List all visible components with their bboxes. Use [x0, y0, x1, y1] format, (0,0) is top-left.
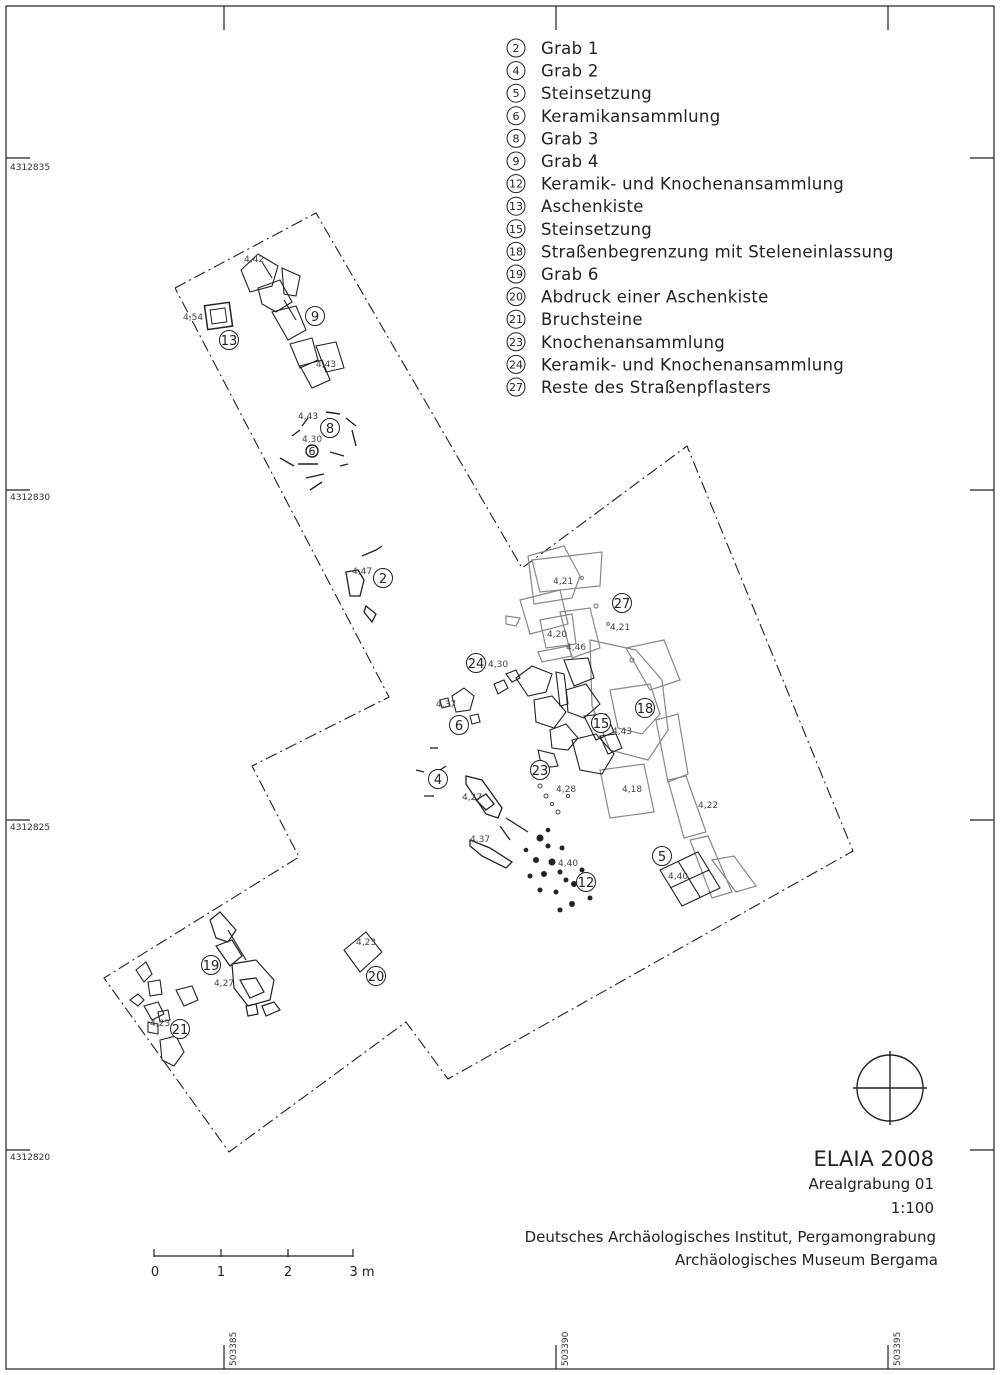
plan-feature-21 [171, 1020, 190, 1039]
legend-label: Steinsetzung [541, 84, 653, 104]
elevation-label: 4,43 [612, 727, 633, 737]
legend-label: Keramikansammlung [541, 106, 721, 126]
elevation-label: 4,43 [316, 360, 337, 370]
svg-text:23: 23 [531, 764, 549, 779]
legend-number: 4 [512, 64, 520, 78]
plan-feature-6 [450, 716, 469, 735]
legend-item [507, 333, 725, 352]
elevation-label: 4,30 [302, 435, 323, 445]
elevation-label: 4,20 [547, 630, 568, 640]
plan-feature-12 [577, 873, 596, 892]
legend-number: 21 [509, 313, 523, 327]
scale-label: 0 [150, 1265, 160, 1280]
elevation-label: 4,42 [244, 255, 265, 265]
elevation-label: 4,28 [556, 785, 577, 795]
elevation-label: 4,27 [462, 793, 483, 803]
plan-feature-20 [367, 967, 386, 986]
legend-label: Straßenbegrenzung mit Steleneinlassung [541, 242, 894, 262]
svg-text:6: 6 [454, 719, 464, 734]
elevation-label: 4,22 [698, 801, 719, 811]
feature-12-drawing [524, 828, 592, 912]
legend-item [507, 310, 643, 329]
northing-label: 4312830 [10, 493, 51, 503]
svg-text:21: 21 [171, 1023, 189, 1038]
legend-label: Knochenansammlung [541, 332, 726, 352]
legend-number: 12 [509, 177, 523, 191]
elevation-label: 4,54 [183, 313, 204, 323]
legend-item [507, 152, 599, 171]
svg-text:9: 9 [310, 310, 320, 325]
plan-feature-labels [171, 307, 672, 1039]
feature-13-drawing [204, 302, 232, 329]
scale-label: 2 [283, 1265, 293, 1280]
plan-feature-5 [653, 847, 672, 866]
legend-label: Grab 1 [541, 39, 599, 58]
legend-number: 2 [512, 42, 520, 55]
map-subtitle: Arealgrabung 01 [808, 1175, 934, 1193]
elevation-label: 4,47 [352, 567, 373, 577]
map-scale: 1:100 [890, 1199, 934, 1217]
elevation-label: 4,21 [610, 623, 631, 633]
legend-item [507, 62, 599, 81]
scale-bar [154, 1249, 353, 1257]
svg-text:5: 5 [657, 850, 667, 865]
elevation-label: 4,27 [214, 979, 235, 989]
legend-item [507, 242, 894, 261]
feature-4-drawing [416, 748, 528, 868]
legend-item [507, 288, 769, 307]
legend-number: 9 [512, 155, 520, 168]
legend-number: 6 [512, 109, 520, 123]
legend-label: Grab 4 [541, 152, 599, 171]
scale-label: 3 m [349, 1265, 375, 1280]
svg-text:19: 19 [202, 959, 220, 974]
legend-number: 8 [512, 132, 520, 146]
legend-item [507, 107, 720, 126]
legend-label: Grab 3 [541, 129, 599, 149]
legend-item [507, 39, 599, 58]
svg-text:20: 20 [367, 970, 385, 985]
legend-item [507, 355, 844, 374]
legend-label: Aschenkiste [541, 197, 644, 217]
plan-feature-9 [306, 307, 325, 326]
northing-label: 4312820 [10, 1153, 51, 1163]
legend-item [507, 84, 652, 103]
legend-item [507, 197, 644, 216]
elevation-label: 4,43 [298, 412, 319, 422]
svg-text:4: 4 [433, 773, 443, 788]
plan-feature-23 [531, 761, 550, 780]
legend-label: Steinsetzung [541, 219, 653, 239]
legend-number: 18 [509, 245, 523, 259]
svg-text:27: 27 [613, 597, 631, 612]
legend-label: Grab 6 [541, 265, 599, 284]
svg-text:13: 13 [220, 334, 238, 349]
svg-text:15: 15 [592, 717, 610, 732]
excavation-boundary [104, 213, 853, 1152]
orientation-symbol [853, 1051, 927, 1125]
institution-1: Deutsches Archäologisches Institut, Pergamongrabung [524, 1228, 936, 1246]
easting-label: 503385 [229, 1331, 239, 1366]
legend-number: 24 [509, 358, 523, 372]
elevation-label: 4,40 [558, 859, 579, 869]
scale-label: 1 [216, 1265, 226, 1280]
legend-number: 19 [509, 268, 523, 281]
plan-feature-27 [613, 594, 632, 613]
plan-feature-24 [467, 654, 486, 673]
legend-item [507, 378, 771, 397]
elevation-label: 4,21 [553, 577, 574, 587]
elevation-label: 4,30 [488, 660, 509, 670]
legend-item [507, 175, 844, 194]
svg-text:12: 12 [577, 876, 595, 891]
plan-feature-15 [592, 714, 611, 733]
legend-item [507, 265, 599, 284]
svg-text:6: 6 [308, 445, 316, 458]
institution-2: Archäologisches Museum Bergama [675, 1251, 938, 1269]
legend-label: Keramik- und Knochenansammlung [541, 355, 844, 375]
legend [507, 39, 894, 397]
map-title: ELAIA 2008 [813, 1147, 934, 1171]
svg-text:8: 8 [325, 422, 335, 437]
elevation-label: 4,37 [470, 835, 491, 845]
northing-label: 4312825 [10, 823, 51, 833]
legend-label: Grab 2 [541, 61, 599, 81]
elevation-label: 4,37 [436, 700, 457, 710]
elevation-label: 4,46 [566, 643, 587, 653]
plan-feature-13 [220, 331, 239, 350]
legend-number: 15 [509, 222, 523, 236]
plan-feature-18 [636, 699, 655, 718]
easting-label: 503390 [561, 1331, 571, 1366]
feature-21-drawing [130, 962, 198, 1066]
plan-feature-4 [429, 770, 448, 789]
legend-label: Abdruck einer Aschenkiste [541, 287, 769, 307]
legend-number: 20 [509, 290, 523, 304]
plan-feature-8 [321, 419, 340, 438]
northing-label: 4312835 [10, 163, 51, 173]
legend-number: 13 [509, 200, 523, 214]
svg-text:2: 2 [378, 572, 388, 587]
elevation-label: 4,23 [356, 938, 377, 948]
elevation-label: 4,23 [150, 1019, 171, 1029]
legend-number: 23 [509, 335, 523, 349]
svg-text:24: 24 [467, 657, 485, 672]
easting-label: 503395 [893, 1331, 903, 1366]
elevation-label: 4,18 [622, 785, 643, 795]
legend-number: 5 [512, 87, 520, 101]
legend-item [507, 129, 599, 148]
plan-feature-19 [202, 956, 221, 975]
elevation-label: 4,40 [668, 872, 689, 882]
legend-label: Bruchsteine [541, 310, 643, 330]
plan-feature-2 [374, 569, 393, 588]
legend-number: 27 [509, 381, 523, 394]
legend-label: Reste des Straßenpflasters [541, 378, 772, 397]
legend-label: Keramik- und Knochenansammlung [541, 174, 844, 194]
svg-text:18: 18 [636, 702, 654, 717]
legend-item [507, 220, 652, 239]
